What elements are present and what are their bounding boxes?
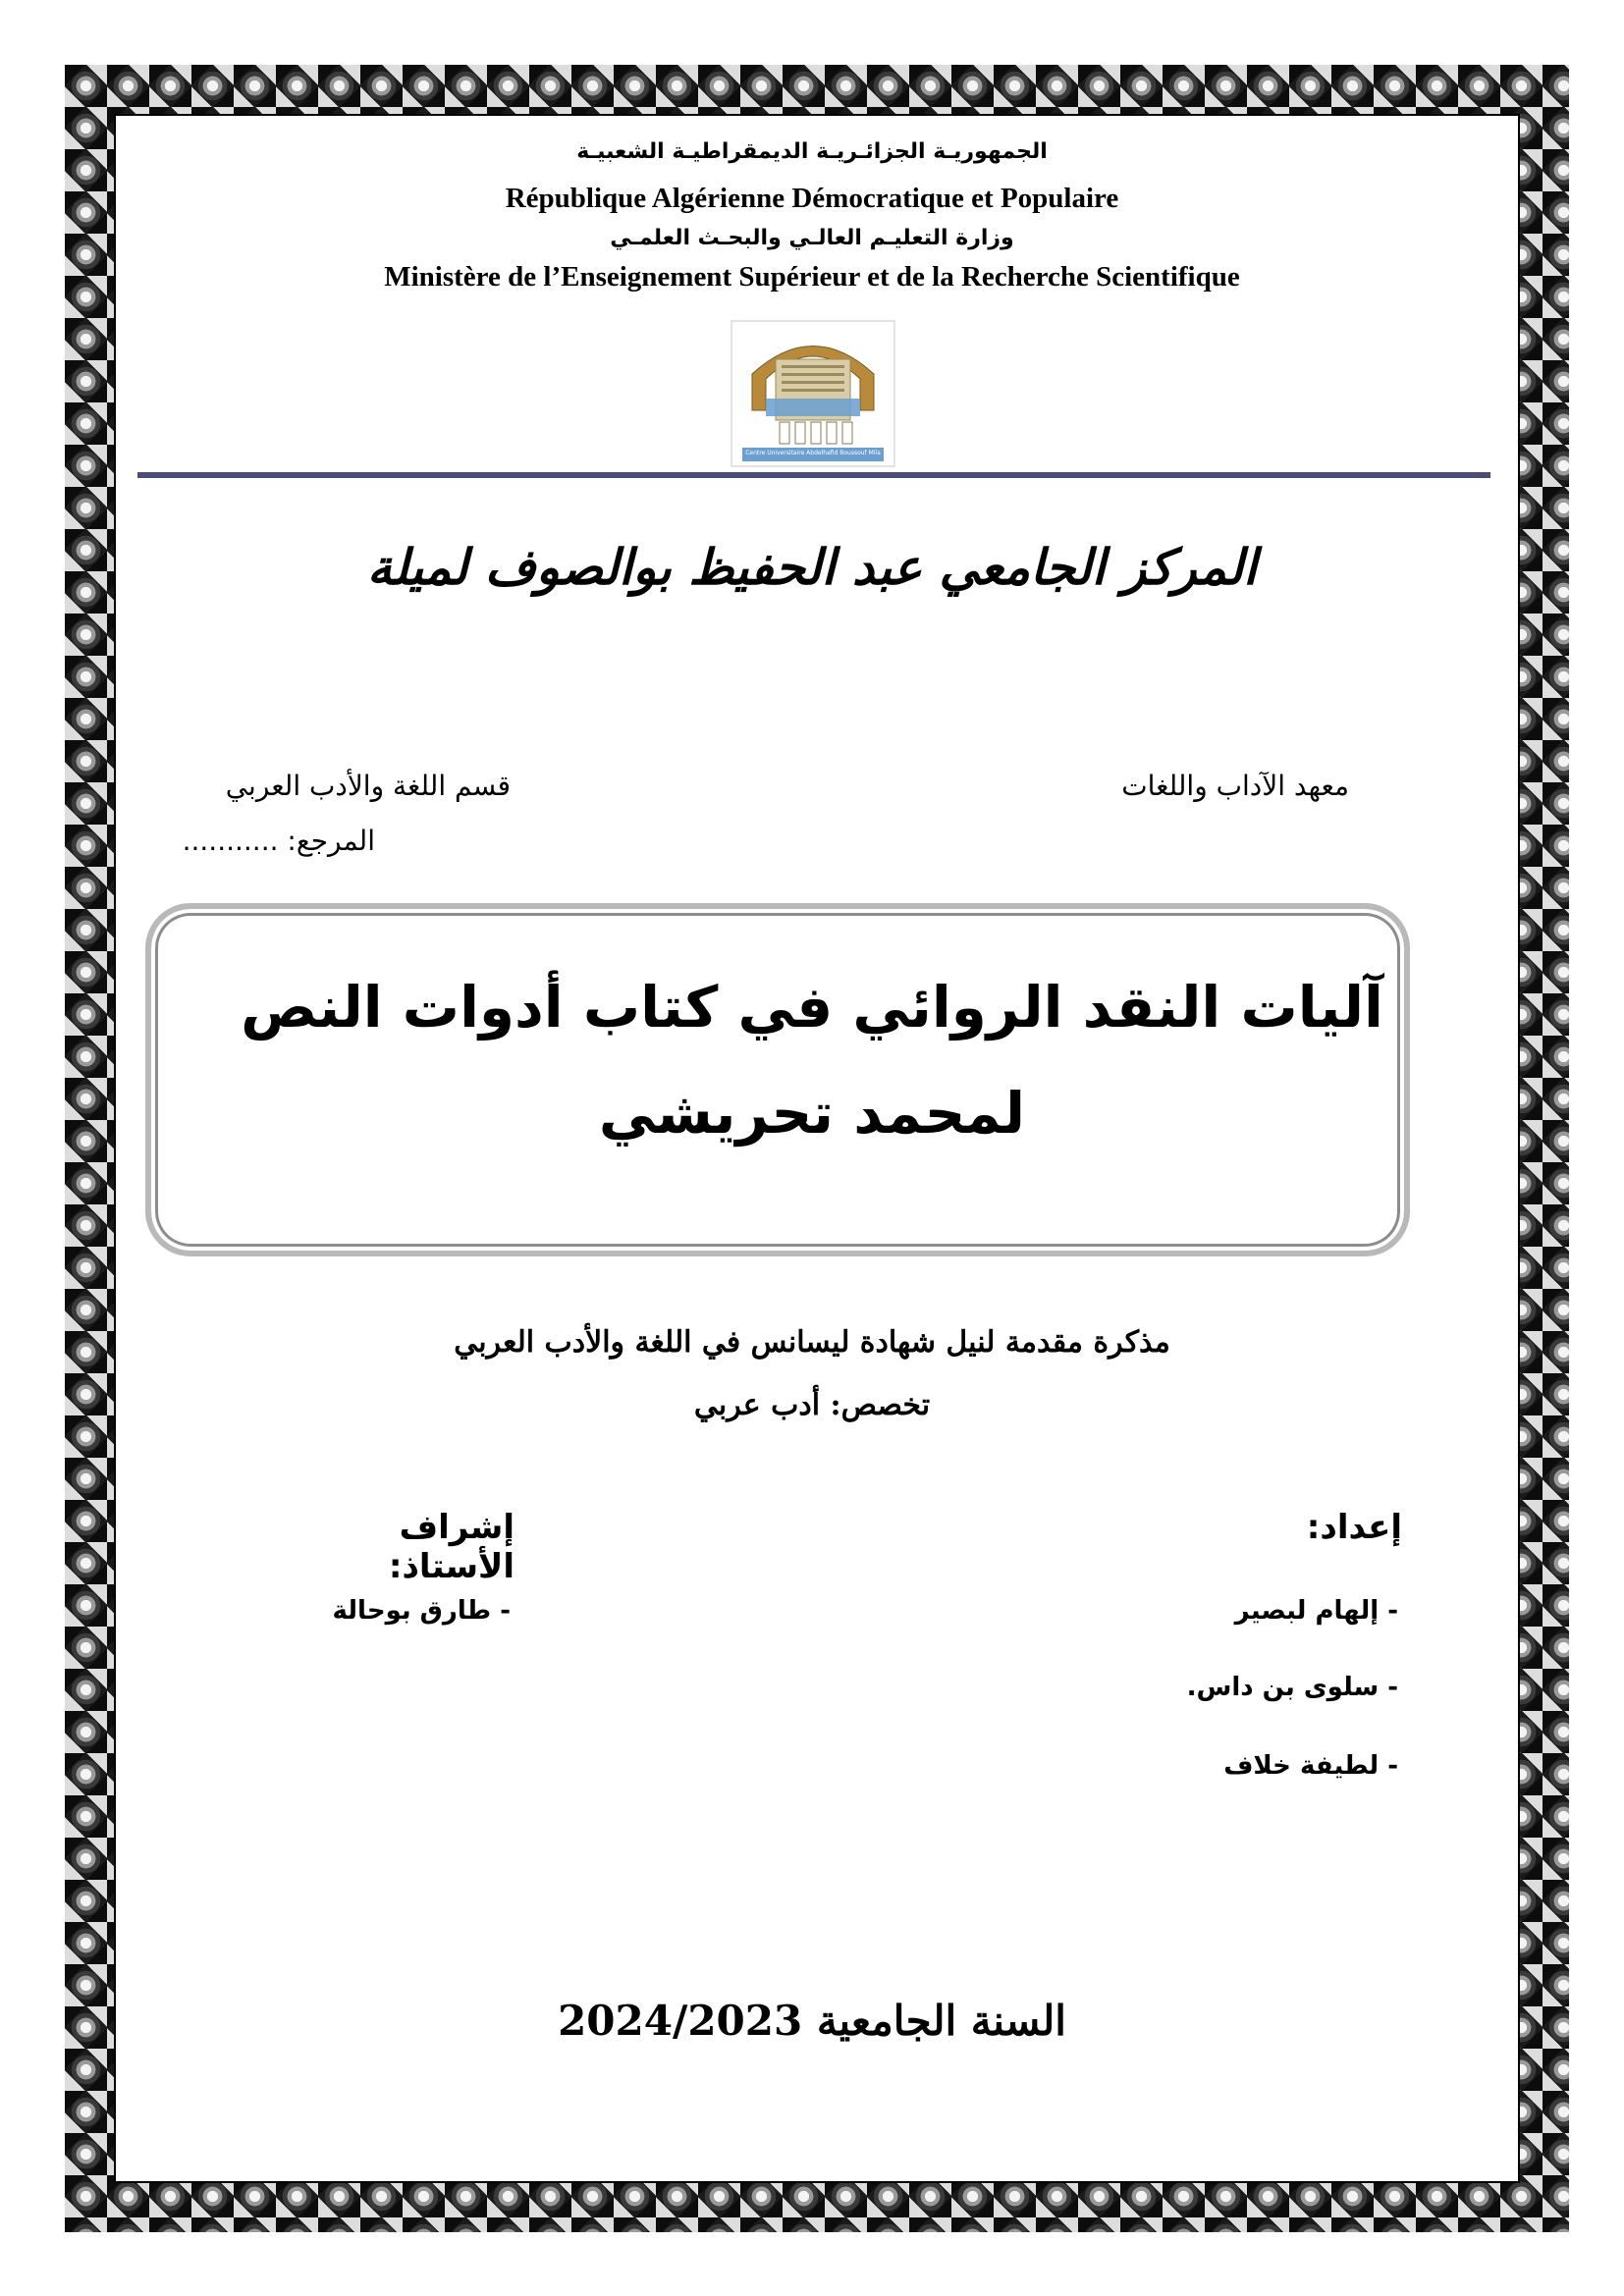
republic-arabic: الجمهوريـة الجزائـريـة الديمقراطيـة الشعبيـة bbox=[576, 139, 1048, 164]
republic-french: République Algérienne Démocratique et Populaire bbox=[505, 183, 1119, 214]
university-name: المركز الجامعي عبد الحفيظ بوالصوف لميلة bbox=[366, 538, 1258, 596]
specialty-label: تخصص: أدب عربي bbox=[693, 1388, 931, 1422]
logo-caption: Centre Universitaire Abdelhafid Boussouf Mila bbox=[745, 450, 881, 456]
academic-year: السنة الجامعية 2024/2023 bbox=[558, 1997, 1066, 2045]
department-label: قسم اللغة والأدب العربي bbox=[225, 770, 511, 802]
university-logo bbox=[731, 320, 895, 467]
ministry-arabic: وزارة التعليـم العالـي والبحـث العلمـي bbox=[610, 226, 1014, 250]
supervision-heading: إشراف الأستاذ: bbox=[388, 1508, 514, 1586]
memo-statement: مذكرة مقدمة لنيل شهادة ليسانس في اللغة والأدب العربي bbox=[454, 1325, 1170, 1360]
header-divider bbox=[137, 472, 1490, 478]
ministry-french: Ministère de l’Enseignement Supérieur et de la Recherche Scientifique bbox=[384, 261, 1240, 293]
institute-label: معهد الآداب واللغات bbox=[1121, 770, 1349, 802]
student-name: - لطيفة خلاف bbox=[1223, 1751, 1398, 1781]
reference-label: المرجع: ........... bbox=[182, 825, 375, 857]
student-name: - سلوى بن داس. bbox=[1186, 1673, 1398, 1702]
supervisor-name: - طارق بوحالة bbox=[332, 1596, 511, 1626]
student-name: - إلهام لبصير bbox=[1234, 1596, 1398, 1626]
thesis-title-line-1: آليات النقد الروائي في كتاب أدوات النص bbox=[241, 974, 1383, 1041]
thesis-title-line-2: لمحمد تحريشي bbox=[598, 1080, 1026, 1147]
prepared-by-heading: إعداد: bbox=[1306, 1508, 1402, 1547]
